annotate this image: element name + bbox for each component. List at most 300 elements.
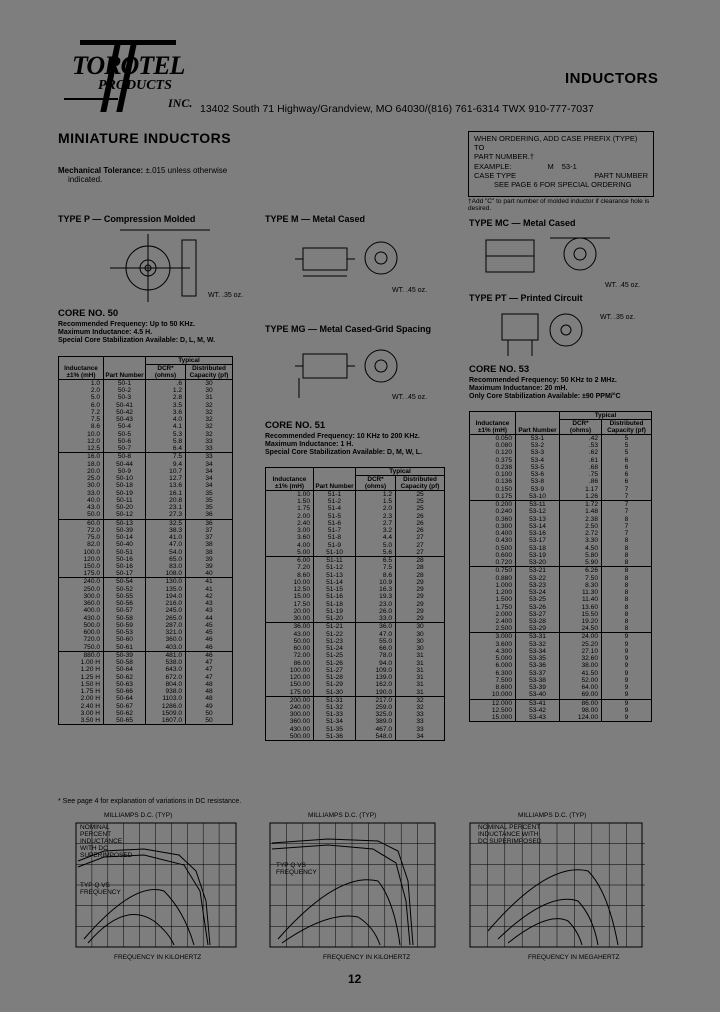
part-number-cell: 53-2 [516,442,560,449]
col-inductance: Inductance ±1% (mH) [59,357,104,380]
inductance-cell: 20.0 [59,468,104,475]
inductance-cell: 5.0 [59,394,104,401]
col-part: Part Number [104,357,146,380]
capacity-cell: 9 [602,633,652,641]
capacity-cell: 35 [186,504,233,511]
dcr-cell: 124.00 [560,714,602,722]
table-row [266,557,445,565]
capacity-cell: 34 [186,482,233,489]
table-row [59,504,233,511]
capacity-cell: 9 [602,648,652,655]
dcr-cell: 139.0 [356,674,396,681]
page-number: 12 [348,972,362,986]
dcr-cell: 1286.0 [146,703,186,710]
inductance-cell: 60.00 [266,645,314,652]
type-pt-title: TYPE PT — Printed Circuit [469,293,583,303]
core-53-spec-1: Recommended Frequency: 50 KHz to 2 MHz. [469,377,617,384]
inductance-cell: 0.238 [470,464,516,471]
part-number-cell: 50-14 [104,534,146,541]
inductance-cell: 2.40 H [59,703,104,710]
capacity-cell: 7 [602,493,652,501]
part-number-cell: 50-65 [104,717,146,725]
inductance-cell: 150.00 [266,681,314,688]
table-row [470,691,652,699]
inductance-cell: 3.00 [266,527,314,534]
part-number-cell: 51-27 [314,667,356,674]
inductance-cell: 8.6 [59,423,104,430]
inductance-cell: 240.00 [266,704,314,711]
dcr-cell: 27.10 [560,648,602,655]
capacity-cell: 25 [396,505,445,512]
inductance-cell: 500.00 [266,733,314,741]
table-row [59,651,233,659]
col-typical: Typical [146,357,233,365]
capacity-cell: 45 [186,622,233,629]
part-number-cell: 51-23 [314,638,356,645]
dcr-cell: 245.0 [146,607,186,614]
capacity-cell: 31 [396,652,445,659]
capacity-cell: 9 [602,655,652,662]
dcr-cell: 6.26 [560,567,602,575]
core-53-table [469,411,652,722]
capacity-cell: 46 [186,644,233,652]
see-page-note: SEE PAGE 6 FOR SPECIAL ORDERING [494,180,632,189]
capacity-cell: 30 [396,638,445,645]
capacity-cell: 8 [602,582,652,589]
table-row [470,435,652,443]
table-row [59,416,233,423]
dcr-cell: 13.60 [560,604,602,611]
table-row [59,622,233,629]
dcr-cell: 1.48 [560,508,602,515]
dcr-cell: 3.5 [146,402,186,409]
table-row [470,618,652,625]
capacity-cell: 8 [602,589,652,596]
core-53-title: CORE NO. 53 [469,364,530,375]
table-row [470,523,652,530]
inductance-cell: 1.20 H [59,666,104,673]
part-number-cell: 51-28 [314,674,356,681]
dcr-cell: 24.50 [560,625,602,633]
core-51-spec-3: Special Core Stabilization Available: D, M, W, L. [265,449,423,456]
capacity-cell: 6 [602,471,652,478]
dcr-cell: 1.2 [356,491,396,499]
core-50-table [58,356,233,725]
table-row [59,717,233,725]
inductance-cell: 8.60 [266,572,314,579]
table-row [59,453,233,461]
capacity-cell: 29 [396,608,445,615]
part-number-cell: 50-53 [104,629,146,636]
capacity-cell: 32 [186,416,233,423]
table-row [59,600,233,607]
capacity-cell: 31 [396,660,445,667]
inductance-cell: 12.50 [266,586,314,593]
part-number-cell: 50-58 [104,659,146,666]
table-row [59,402,233,409]
part-number-cell: 51-29 [314,681,356,688]
dcr-cell: 10.7 [146,468,186,475]
graph-3-note: NOMINAL PERCENT INDUCTANCE WITH DC SUPERIMPOSED [478,824,542,845]
part-number-cell: 53-3 [516,449,560,456]
inductance-cell: 1.500 [470,596,516,603]
capacity-cell: 32 [186,402,233,409]
capacity-cell: 29 [396,601,445,608]
inductance-cell: 100.00 [266,667,314,674]
part-number-cell: 51-32 [314,704,356,711]
capacity-cell: 30 [186,387,233,394]
part-number-cell: 53-23 [516,582,560,589]
part-number-cell: 50-63 [104,681,146,688]
table-row [266,638,445,645]
inductance-cell: 120.0 [59,556,104,563]
part-number-cell: 51-24 [314,645,356,652]
capacity-cell: 39 [186,556,233,563]
inductance-cell: 15.00 [266,593,314,600]
dcr-cell: 1.26 [560,493,602,501]
table-row [266,631,445,638]
type-m-title: TYPE M — Metal Cased [265,214,366,224]
dcr-cell: 4.1 [146,423,186,430]
inductance-cell: 6.0 [59,402,104,409]
dcr-cell: 4.0 [146,416,186,423]
capacity-cell: 28 [396,557,445,565]
col-capacity: Distributed Capacity (pf) [186,365,233,380]
ordering-line-2: PART NUMBER.† [474,152,535,161]
inductance-cell: 1.75 [266,505,314,512]
part-number-cell: 50-5 [104,431,146,438]
inductance-cell: 33.0 [59,490,104,497]
capacity-cell: 8 [602,611,652,618]
inductance-cell: 2.500 [470,625,516,633]
part-number-cell: 53-28 [516,618,560,625]
section-title: MINIATURE INDUCTORS [58,130,232,146]
table-row [59,666,233,673]
capacity-cell: 9 [602,684,652,691]
part-number-cell: 51-13 [314,572,356,579]
part-number-cell: 50-60 [104,636,146,643]
dcr-cell: 325.0 [356,711,396,718]
dcr-cell: .42 [560,435,602,443]
capacity-cell: 26 [396,527,445,534]
dcr-cell: 8.6 [356,572,396,579]
inductance-cell: 50.0 [59,511,104,519]
inductance-cell: 100.0 [59,549,104,556]
dcr-cell: 162.0 [356,681,396,688]
part-number-cell: 50-16 [104,563,146,570]
capacity-cell: 42 [186,593,233,600]
table-row [59,387,233,394]
dcr-cell: 98.00 [560,707,602,714]
table-row [470,442,652,449]
part-number-cell: 53-12 [516,508,560,515]
table-row [470,471,652,478]
part-number-cell: 53-11 [516,501,560,509]
dcr-cell: 6.4 [146,445,186,453]
part-number-cell: 50-20 [104,504,146,511]
inductance-cell: 2.00 H [59,695,104,702]
capacity-cell: 29 [396,579,445,586]
part-number-cell: 50-39 [104,651,146,659]
part-number-cell: 53-8 [516,478,560,485]
part-number-cell: 51-16 [314,593,356,600]
table-row [59,549,233,556]
table-row [470,559,652,567]
part-number-cell: 53-26 [516,604,560,611]
inductance-cell: 7.20 [266,564,314,571]
dcr-cell: 5.80 [560,552,602,559]
capacity-cell: 9 [602,699,652,707]
dcr-cell: .86 [560,478,602,485]
table-row [59,475,233,482]
dcr-cell: 12.7 [146,475,186,482]
core-53-spec-2: Maximum Inductance: 20 mH. [469,385,568,392]
table-row [470,604,652,611]
table-row [470,684,652,691]
inductance-cell: 12.500 [470,707,516,714]
table-row [59,607,233,614]
part-number-cell: 51-15 [314,586,356,593]
inductance-cell: 12.0 [59,438,104,445]
part-number-cell: 50-16 [104,556,146,563]
part-number-cell: 50-3 [104,394,146,401]
dcr-cell: 108.0 [146,570,186,578]
table-row [470,699,652,707]
table-row [266,608,445,615]
dcr-cell: 5.6 [356,549,396,557]
inductance-cell: 240.0 [59,578,104,586]
capacity-cell: 5 [602,435,652,443]
table-row [470,449,652,456]
inductance-cell: 300.0 [59,593,104,600]
inductance-cell: 1.00 [266,491,314,499]
dcr-cell: 4.4 [356,534,396,541]
part-number-cell: 51-1 [314,491,356,499]
graph-2-note-q: TYP Q VS FREQUENCY [276,862,317,876]
part-number-cell: 53-14 [516,523,560,530]
table-row [59,644,233,652]
capacity-cell: 50 [186,717,233,725]
inductance-cell: 16.0 [59,453,104,461]
dcr-cell: .68 [560,464,602,471]
dcr-cell: 5.3 [146,431,186,438]
dcr-cell: 11.40 [560,596,602,603]
part-number-cell: 50-58 [104,615,146,622]
dcr-cell: 23.0 [356,601,396,608]
capacity-cell: 25 [396,491,445,499]
capacity-cell: 7 [602,508,652,515]
inductance-cell: 43.00 [266,631,314,638]
part-number-cell: 50-6 [104,438,146,445]
table-row [470,486,652,493]
capacity-cell: 8 [602,575,652,582]
table-row [470,625,652,633]
part-number-cell: 50-62 [104,674,146,681]
dcr-cell: 5.8 [146,438,186,445]
inductance-cell: 120.00 [266,674,314,681]
dcr-cell: 24.00 [560,633,602,641]
dcr-cell: 41.50 [560,670,602,677]
inductance-cell: 3.000 [470,633,516,641]
inductance-cell: 0.750 [470,567,516,575]
part-number-cell: 50-4 [104,423,146,430]
part-number-cell: 50-39 [104,527,146,534]
inductance-cell: 10.000 [470,691,516,699]
capacity-cell: 48 [186,688,233,695]
dcr-cell: .61 [560,457,602,464]
table-row [266,660,445,667]
inductance-cell: 2.0 [59,387,104,394]
dcr-cell: 1103.0 [146,695,186,702]
capacity-cell: 47 [186,674,233,681]
table-row [266,652,445,659]
table-row [59,438,233,445]
dcr-cell: 287.0 [146,622,186,629]
capacity-cell: 8 [602,567,652,575]
part-number-cell: 51-36 [314,733,356,741]
dcr-cell: 389.0 [356,718,396,725]
part-number-label: PART NUMBER [594,171,648,180]
core-51-table [265,467,445,741]
part-number-cell: 50-13 [104,519,146,527]
capacity-cell: 8 [602,604,652,611]
capacity-cell: 50 [186,710,233,717]
part-number-cell: 51-8 [314,534,356,541]
type-p-weight: WT. .35 oz. [208,292,244,299]
company-address: 13402 South 71 Highway/Grandview, MO 64030/(816) 761-6314 TWX 910-777-7037 [200,103,594,115]
table-row [59,431,233,438]
graph-3-top-label: MILLIAMPS D.C. (TYP) [518,812,587,819]
inductance-cell: 250.0 [59,586,104,593]
capacity-cell: 38 [186,549,233,556]
dcr-cell: 69.00 [560,691,602,699]
capacity-cell: 30 [396,631,445,638]
type-mc-title: TYPE MC — Metal Cased [469,218,576,228]
capacity-cell: 30 [396,623,445,631]
dcr-cell: 66.0 [356,645,396,652]
part-number-cell: 51-25 [314,652,356,659]
part-number-cell: 53-10 [516,493,560,501]
dcr-cell: 135.0 [146,586,186,593]
part-number-cell: 51-10 [314,549,356,557]
part-number-cell: 53-27 [516,611,560,618]
capacity-cell: 7 [602,530,652,537]
inductance-cell: 1.200 [470,589,516,596]
dcr-cell: 194.0 [146,593,186,600]
part-number-cell: 50-59 [104,622,146,629]
table-row [266,726,445,733]
inductance-cell: 7.5 [59,416,104,423]
table-row [266,674,445,681]
capacity-cell: 49 [186,703,233,710]
part-number-cell: 51-30 [314,689,356,697]
table-row [470,508,652,515]
part-number-cell: 50-61 [104,644,146,652]
table-row [59,695,233,702]
inductance-cell: 7.2 [59,409,104,416]
inductance-cell: 430.0 [59,615,104,622]
table-row [266,505,445,512]
dcr-cell: 2.3 [356,513,396,520]
core-53-spec-3: Only Core Stabilization Available: ±90 PPM/°C [469,393,621,400]
type-pt-drawing [488,306,598,364]
part-number-cell: 53-18 [516,545,560,552]
inductance-cell: 0.430 [470,537,516,544]
dcr-cell: 321.0 [146,629,186,636]
inductance-cell: 1.50 [266,498,314,505]
table-row [59,563,233,570]
capacity-cell: 32 [186,409,233,416]
table-row [266,623,445,631]
part-number-cell: 53-21 [516,567,560,575]
logo-word-inc: INC. [168,96,193,110]
part-number-cell: 51-12 [314,564,356,571]
capacity-cell: 46 [186,651,233,659]
dcr-cell: 672.0 [146,674,186,681]
inductance-cell: 400.0 [59,607,104,614]
table-row [470,611,652,618]
part-number-cell: 51-33 [314,711,356,718]
capacity-cell: 9 [602,714,652,722]
table-row [59,394,233,401]
part-number-cell: 51-31 [314,696,356,704]
part-number-cell: 51-11 [314,557,356,565]
table-row [59,578,233,586]
table-row [59,703,233,710]
dcr-cell: .53 [560,442,602,449]
inductance-cell: 0.300 [470,523,516,530]
table-row [266,681,445,688]
inductance-cell: 0.500 [470,545,516,552]
capacity-cell: 46 [186,636,233,643]
inductance-cell: 8.600 [470,684,516,691]
graph-1-bottom-label: FREQUENCY IN KILOHERTZ [114,954,202,961]
capacity-cell: 33 [186,438,233,445]
inductance-cell: 72.0 [59,527,104,534]
capacity-cell: 8 [602,618,652,625]
dcr-cell: 5.90 [560,559,602,567]
dcr-cell: 216.0 [146,600,186,607]
dcr-cell: 538.0 [146,659,186,666]
capacity-cell: 36 [186,511,233,519]
inductance-cell: 6.300 [470,670,516,677]
capacity-cell: 40 [186,570,233,578]
capacity-cell: 8 [602,545,652,552]
inductance-cell: 15.000 [470,714,516,722]
table-row [266,520,445,527]
table-row [470,677,652,684]
table-row [266,549,445,557]
dcr-cell: 3.6 [146,409,186,416]
capacity-cell: 43 [186,607,233,614]
part-number-cell: 51-14 [314,579,356,586]
part-number-cell: 53-29 [516,625,560,633]
example-part: 53-1 [561,162,577,171]
table-row [266,498,445,505]
table-row [266,704,445,711]
core-50-title: CORE NO. 50 [58,308,119,319]
tolerance-text-2: indicated. [68,175,103,184]
inductance-cell: 60.0 [59,519,104,527]
part-number-cell: 50-67 [104,703,146,710]
dcr-cell: 2.0 [356,505,396,512]
part-number-cell: 50-18 [104,482,146,489]
table-row [59,527,233,534]
inductance-cell: 1.000 [470,582,516,589]
col-part: Part Number [516,412,560,435]
inductance-cell: 0.600 [470,552,516,559]
dcr-cell: 2.50 [560,523,602,530]
